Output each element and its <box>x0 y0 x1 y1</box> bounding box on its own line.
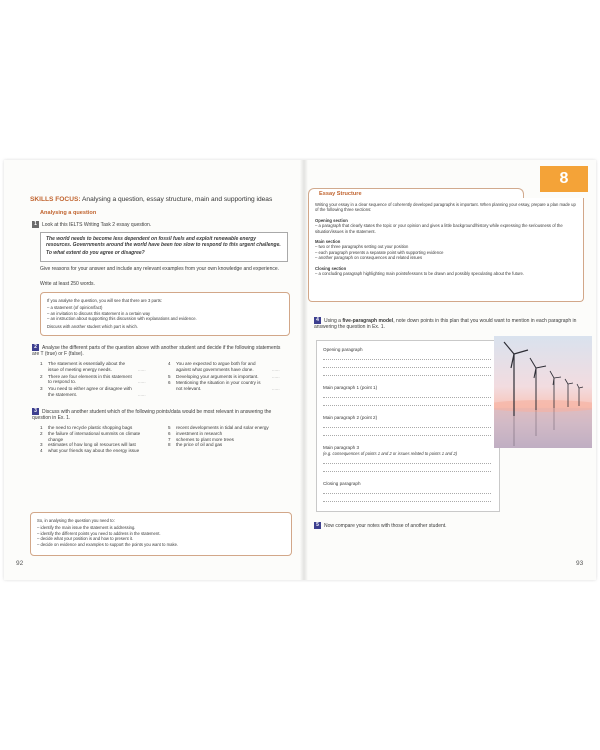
item-text: You need to either agree or disagree with the statement. <box>48 386 132 397</box>
item-number: 1 <box>40 425 43 430</box>
q2-statement <box>40 361 156 373</box>
item-text: the need to recycle plastic shopping bags <box>48 425 133 430</box>
item-number: 2 <box>40 430 43 436</box>
main-section-item: – each paragraph presents a separate point with supporting evidence <box>315 249 444 255</box>
answer-blank[interactable]: ...... <box>138 379 146 385</box>
item-number: 3 <box>40 386 43 392</box>
q2-statement <box>40 386 156 398</box>
summary-item: – identify the main issue the statement is addressing. <box>37 525 136 531</box>
essay-structure-box <box>308 198 584 302</box>
q5-instruction: Now compare your notes with those of another student. <box>324 522 447 529</box>
q2-number: 2 <box>32 344 39 351</box>
q3-item <box>40 431 156 443</box>
plan-main3-note: (e.g. consequences of points 1 and 2 or issues related to points 1 and 2) <box>323 451 458 456</box>
item-number: 7 <box>168 436 171 442</box>
item-number: 8 <box>168 442 171 448</box>
q1-number: 1 <box>32 221 39 228</box>
page-number-right: 93 <box>576 560 584 567</box>
q2-statement <box>168 380 290 392</box>
plan-main2-label: Main paragraph 2 (point 2) <box>323 415 378 420</box>
q1-instruction-3: Write at least 250 words. <box>40 281 95 287</box>
item-number: 4 <box>40 448 43 454</box>
item-text: Mentioning the situation in your country is not relevant. <box>176 380 261 392</box>
unit-badge: 8 <box>540 166 588 192</box>
q2-statement <box>40 374 156 386</box>
skills-focus-title <box>30 196 272 203</box>
item-number: 2 <box>40 373 43 379</box>
q5-number: 5 <box>314 522 321 529</box>
plan-line[interactable] <box>323 471 491 472</box>
item-text: the failure of international summits on climate change <box>48 430 141 442</box>
summary-item: – decide on evidence and examples to support the points you want to make. <box>37 541 179 547</box>
q3-instruction-row <box>32 408 288 421</box>
plan-main1-label: Main paragraph 1 (point 1) <box>323 385 378 390</box>
page-number-left: 92 <box>16 560 24 567</box>
q3-number: 3 <box>32 408 39 415</box>
essay-question-box <box>40 232 288 262</box>
book-spread <box>4 160 596 580</box>
item-text: what your friends say about the energy issue <box>48 448 140 454</box>
answer-blank[interactable]: ...... <box>272 386 280 392</box>
answer-blank[interactable]: ...... <box>272 373 280 379</box>
item-text: The statement is essentially about the issue of meeting energy needs. <box>48 361 126 372</box>
plan-line[interactable] <box>323 435 491 436</box>
plan-line[interactable] <box>323 397 491 398</box>
skills-focus-label: SKILLS FOCUS: <box>30 196 81 203</box>
info-outro: Discuss with another student which part is which. <box>47 323 139 329</box>
q2-instruction: Analyse the different parts of the question above with another student and decide if the following statements are T (true) or F (false). <box>32 344 281 358</box>
info-item: – a statement (of opinion/fact) <box>47 305 103 311</box>
q4-instruction-row <box>314 317 586 330</box>
info-item: – an invitation to discuss this statement in a certain way <box>47 310 151 316</box>
left-page <box>12 160 296 580</box>
essay-plan-box <box>316 340 500 512</box>
item-number: 6 <box>168 430 171 436</box>
item-number: 1 <box>40 361 43 366</box>
item-text: You are expected to argue both for and against what governments have done. <box>176 361 256 372</box>
q3-item <box>40 448 156 454</box>
item-text: the price of oil and gas <box>176 442 223 448</box>
main-section-item: – another paragraph on consequences and related issues <box>315 255 423 261</box>
q4-instruction-post: , note down points in this plan that you would want to mention in each paragraph in answering the question in Ex. 1. <box>314 317 577 331</box>
wind-turbines-photo <box>494 336 592 448</box>
q1-instruction-2: Give reasons for your answer and include any relevant examples from your own knowledge and experience. <box>40 266 280 272</box>
q1-instruction-row <box>32 221 292 228</box>
item-number: 3 <box>40 442 43 448</box>
answer-blank[interactable]: ...... <box>138 391 146 397</box>
structure-intro: Writing your essay in a clear sequence of coherently developed paragraphs is important. When planning your essay, prepare a plan made up of the following three sections: <box>315 202 576 213</box>
q2-instruction-row <box>32 344 288 357</box>
closing-section-item: – a concluding paragraph highlighting main points/lessons to be drawn and possibly speculating about the future. <box>315 271 525 277</box>
opening-section-title: Opening section <box>315 217 348 223</box>
plan-line[interactable] <box>323 501 491 502</box>
closing-section-title: Closing section <box>315 265 347 271</box>
right-page <box>308 160 592 580</box>
analysis-info-box <box>40 292 290 336</box>
item-number: 5 <box>168 425 171 430</box>
item-text: There are four elements in this statement to respond to. <box>48 373 132 385</box>
plan-line[interactable] <box>323 367 491 368</box>
item-number: 5 <box>168 373 171 379</box>
plan-line[interactable] <box>323 463 491 464</box>
item-text: Developing your arguments is important. <box>176 373 259 379</box>
q3-item <box>168 442 290 448</box>
item-number: 4 <box>168 361 171 366</box>
info-item: – an instruction about supporting this discussion with explanations and evidence. <box>47 316 197 322</box>
item-text: investment in research <box>176 430 223 436</box>
info-intro: If you analyse the question, you will see that there are 3 parts: <box>47 298 162 303</box>
q2-right-list <box>168 361 290 392</box>
summary-box <box>30 512 292 556</box>
item-text: estimates of how long oil resources will last <box>48 442 136 448</box>
main-section-title: Main section <box>315 239 341 245</box>
skills-focus-text: Analysing a question, essay structure, main and supporting ideas <box>82 196 273 203</box>
page-gutter <box>300 160 308 580</box>
answer-blank[interactable]: ...... <box>138 366 146 372</box>
q4-instruction-pre: Using a <box>324 317 343 324</box>
plan-line[interactable] <box>323 405 491 406</box>
summary-item: – identify the different points you need to address in the statement. <box>37 530 161 536</box>
q4-number: 4 <box>314 317 321 324</box>
plan-line[interactable] <box>323 375 491 376</box>
plan-line[interactable] <box>323 427 491 428</box>
section-heading: Analysing a question <box>40 210 97 216</box>
plan-opening-label: Opening paragraph <box>323 347 363 352</box>
q2-left-list <box>40 361 156 398</box>
plan-line[interactable] <box>323 493 491 494</box>
item-number: 6 <box>168 380 171 386</box>
item-text: recent developments in tidal and solar energy <box>176 425 269 430</box>
q3-instruction: Discuss with another student which of the following points/data would be most relevant in answering the question in Ex. 1. <box>32 408 272 422</box>
essay-structure-title: Essay Structure <box>319 191 362 197</box>
q1-instruction: Look at this IELTS Writing Task 2 essay question. <box>42 221 152 228</box>
opening-section-item: – a paragraph that clearly states the topic or your opinion and gives a little background/history while expressing the seriousness of the situation/issues in the statement. <box>315 223 563 234</box>
summary-intro: So, in analysing the question you need to: <box>37 518 115 523</box>
q5-instruction-row <box>314 522 586 529</box>
wind-turbines-image <box>494 336 592 448</box>
q3-right-list <box>168 425 290 448</box>
plan-line[interactable] <box>323 359 491 360</box>
q2-statement <box>168 361 290 373</box>
q3-left-list <box>40 425 156 454</box>
main-section-item: – two or three paragraphs setting out your position <box>315 244 409 250</box>
answer-blank[interactable]: ...... <box>272 366 280 372</box>
essay-question: To what extent do you agree or disagree? <box>46 250 145 257</box>
q2-statement <box>168 374 290 380</box>
summary-item: – decide what your position is and how to present it. <box>37 536 134 542</box>
plan-main3-label: Main paragraph 3 <box>323 445 360 450</box>
plan-closing-label: Closing paragraph <box>323 481 361 486</box>
essay-prompt: The world needs to become less dependent on fossil fuels and exploit renewable energy resources. Governments around the world have been too slow to respond to this urgent challenge. <box>46 236 281 249</box>
q4-instruction-bold: five-paragraph model <box>342 317 394 324</box>
item-text: schemes to plant more trees <box>176 436 234 442</box>
